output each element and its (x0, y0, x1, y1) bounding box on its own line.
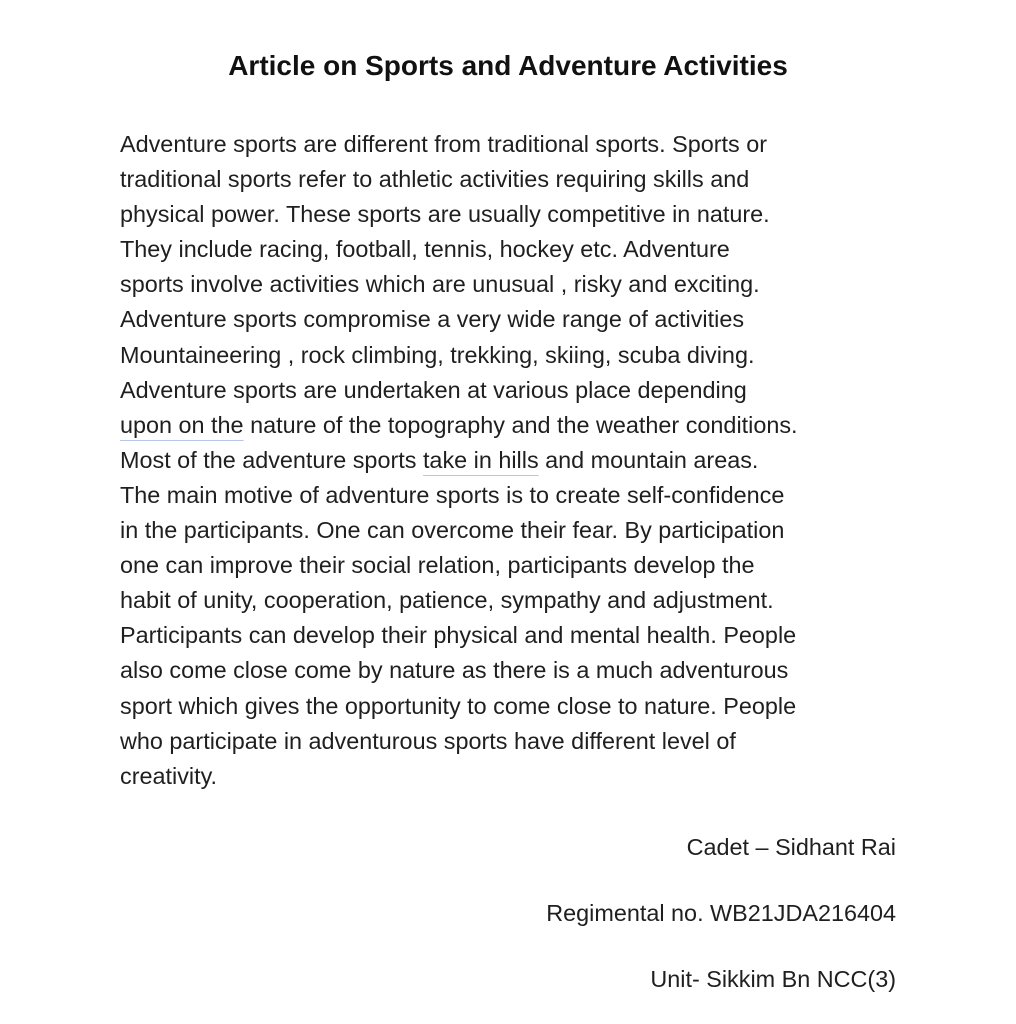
body-line-15: Participants can develop their physical and mental health. People (120, 622, 797, 649)
body-line-5: sports involve activities which are unusual , risky and exciting. (120, 271, 760, 298)
body-line-12: in the participants. One can overcome their fear. By participation (120, 517, 785, 544)
body-line-17: sport which gives the opportunity to come close to nature. People (120, 692, 797, 719)
body-line-4: They include racing, football, tennis, hockey etc. Adventure (120, 236, 730, 263)
body-line-9 (120, 408, 910, 443)
body-line-13: one can improve their social relation, participants develop the (120, 552, 755, 579)
body-line-10-before: Most of the adventure sports (120, 446, 423, 473)
signature-unit: Unit- Sikkim Bn NCC(3) (650, 966, 896, 992)
body-line-10-after: and mountain areas. (538, 446, 759, 473)
body-line-9-rest: nature of the topography and the weather conditions. (243, 411, 798, 438)
body-line-2: traditional sports refer to athletic activities requiring skills and (120, 166, 750, 193)
body-line-7: Mountaineering , rock climbing, trekking, skiing, scuba diving. (120, 341, 755, 368)
body-line-18: who participate in adventurous sports have different level of (120, 727, 736, 754)
article-body (120, 127, 910, 794)
body-line-16: also come close come by nature as there is a much adventurous (120, 657, 789, 684)
underlined-phrase: upon on the (120, 411, 244, 438)
signature-name: Cadet – Sidhant Rai (686, 834, 896, 860)
body-line-19: creativity. (120, 762, 218, 789)
body-line-11: The main motive of adventure sports is to create self-confidence (120, 481, 785, 508)
article-title: Article on Sports and Adventure Activities (228, 50, 788, 81)
body-line-14: habit of unity, cooperation, patience, sympathy and adjustment. (120, 587, 774, 614)
signature-regimental-number: Regimental no. WB21JDA216404 (546, 900, 896, 926)
body-line-1: Adventure sports are different from traditional sports. Sports or (120, 131, 768, 157)
underlined-phrase: take in hills (422, 446, 539, 473)
body-line-8: Adventure sports are undertaken at various place depending (120, 376, 747, 403)
body-line-3: physical power. These sports are usually competitive in nature. (120, 201, 770, 228)
body-line-10 (120, 443, 910, 478)
body-line-6: Adventure sports compromise a very wide range of activities (120, 306, 745, 333)
